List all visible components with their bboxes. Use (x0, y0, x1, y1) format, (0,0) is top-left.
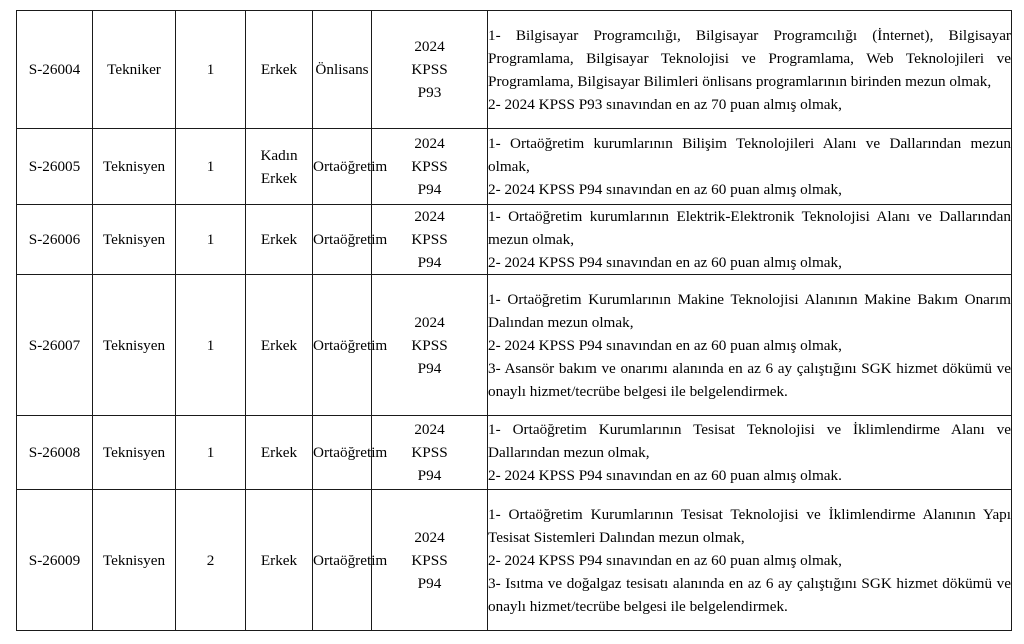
cell-score-type (372, 205, 488, 275)
score-line: P94 (417, 574, 442, 592)
cell-position-code: S-26009 (17, 490, 93, 631)
gender-line: Erkek (260, 444, 298, 461)
table-row (17, 129, 1012, 205)
cell-education-level: Ortaöğretim (313, 490, 372, 631)
score-line: P93 (417, 84, 442, 101)
requirement-line: 2- 2024 KPSS P94 sınavından en az 60 puan almış olmak, (488, 181, 842, 198)
score-line: KPSS (411, 336, 448, 354)
requirement-line: 1- Ortaöğretim Kurumlarının Tesisat Teknolojisi ve İklimlendirme Alanının Yapı Tesisat Sistemleri Dalından mezun olmak, (488, 505, 1011, 546)
cell-position-count: 1 (176, 205, 246, 275)
requirement-line: 1- Ortaöğretim Kurumlarının Makine Teknolojisi Alanının Makine Bakım Onarım Dalından mezun olmak, (488, 290, 1011, 331)
requirement-line: 3- Isıtma ve doğalgaz tesisatı alanında en az 6 ay çalıştığını SGK hizmet dökümü ve onaylı hizmet/tecrübe belgesi ile belgelendirmek. (488, 574, 1011, 615)
requirement-line: 1- Bilgisayar Programcılığı, Bilgisayar Programcılığı (İnternet), Bilgisayar Programlama, Bilgisayar Teknolojisi ve Programlama, Web Teknolojileri ve Programlama, Bilgisayar Bilimleri önlisans programlarının birinden mezun olmak, (488, 26, 1011, 90)
cell-position-code: S-26006 (17, 205, 93, 275)
cell-score-type (372, 129, 488, 205)
cell-gender-requirement (246, 11, 313, 129)
gender-line: Erkek (260, 61, 298, 78)
cell-position-title: Teknisyen (93, 205, 176, 275)
cell-education-level: Ortaöğretim (313, 275, 372, 416)
table-row (17, 490, 1012, 631)
requirement-line: 2- 2024 KPSS P94 sınavından en az 60 puan almış olmak, (488, 336, 842, 354)
cell-score-type (372, 416, 488, 490)
cell-special-requirements (488, 490, 1012, 631)
cell-position-code: S-26008 (17, 416, 93, 490)
cell-position-title: Teknisyen (93, 129, 176, 205)
cell-position-count: 1 (176, 416, 246, 490)
cell-gender-requirement (246, 275, 313, 416)
gender-line: Erkek (260, 551, 298, 569)
cell-education-level: Önlisans (313, 11, 372, 129)
cell-position-code: S-26004 (17, 11, 93, 129)
cell-position-count: 1 (176, 129, 246, 205)
requirement-line: 3- Asansör bakım ve onarımı alanında en az 6 ay çalıştığını SGK hizmet dökümü ve onaylı hizmet/tecrübe belgesi ile belgelendirmek. (488, 359, 1011, 400)
score-line: 2024 (414, 313, 445, 331)
cell-special-requirements (488, 275, 1012, 416)
score-line: 2024 (414, 421, 445, 438)
cell-position-code: S-26005 (17, 129, 93, 205)
score-line: P94 (417, 181, 442, 198)
score-line: KPSS (411, 551, 448, 569)
cell-education-level: Ortaöğretim (313, 205, 372, 275)
cell-position-title: Teknisyen (93, 275, 176, 416)
cell-position-count: 2 (176, 490, 246, 631)
cell-gender-requirement (246, 416, 313, 490)
table-row (17, 416, 1012, 490)
cell-score-type (372, 490, 488, 631)
score-line: 2024 (414, 528, 445, 546)
table-row (17, 205, 1012, 275)
score-line: KPSS (411, 444, 448, 461)
requirement-line: 2- 2024 KPSS P94 sınavından en az 60 puan almış olmak, (488, 551, 842, 569)
requirement-line: 2- 2024 KPSS P94 sınavından en az 60 puan almış olmak. (488, 467, 842, 484)
vacancy-table (16, 10, 1012, 631)
cell-special-requirements (488, 129, 1012, 205)
score-line: P94 (417, 467, 442, 484)
score-line: KPSS (411, 231, 448, 248)
cell-score-type (372, 11, 488, 129)
table-row (17, 11, 1012, 129)
cell-gender-requirement (246, 205, 313, 275)
score-line: P94 (417, 254, 442, 271)
cell-score-type (372, 275, 488, 416)
cell-position-title: Teknisyen (93, 490, 176, 631)
cell-position-count: 1 (176, 11, 246, 129)
gender-line: Erkek (260, 169, 298, 187)
score-line: P94 (417, 359, 442, 377)
cell-position-count: 1 (176, 275, 246, 416)
requirement-line: 2- 2024 KPSS P94 sınavından en az 60 puan almış olmak, (488, 254, 842, 271)
score-line: KPSS (411, 61, 448, 78)
score-line: 2024 (414, 135, 445, 152)
cell-position-title: Teknisyen (93, 416, 176, 490)
cell-position-code: S-26007 (17, 275, 93, 416)
cell-special-requirements (488, 416, 1012, 490)
requirement-line: 1- Ortaöğretim kurumlarının Elektrik-Elektronik Teknolojisi Alanı ve Dallarından mezun olmak, (488, 208, 1011, 248)
cell-gender-requirement (246, 129, 313, 205)
requirement-line: 1- Ortaöğretim Kurumlarının Tesisat Teknolojisi ve İklimlendirme Alanı ve Dallarından mezun olmak, (488, 421, 1011, 461)
cell-education-level: Ortaöğretim (313, 129, 372, 205)
score-line: 2024 (414, 208, 445, 225)
gender-line: Erkek (260, 231, 298, 248)
cell-position-title: Tekniker (93, 11, 176, 129)
requirement-line: 1- Ortaöğretim kurumlarının Bilişim Teknolojileri Alanı ve Dallarından mezun olmak, (488, 135, 1011, 175)
cell-special-requirements (488, 205, 1012, 275)
table-row (17, 275, 1012, 416)
score-line: KPSS (411, 158, 448, 175)
score-line: 2024 (414, 38, 445, 55)
gender-line: Erkek (260, 336, 298, 354)
requirement-line: 2- 2024 KPSS P93 sınavından en az 70 puan almış olmak, (488, 95, 842, 113)
cell-gender-requirement (246, 490, 313, 631)
table-body (17, 11, 1012, 631)
gender-line: Kadın (260, 146, 298, 164)
cell-education-level: Ortaöğretim (313, 416, 372, 490)
cell-special-requirements (488, 11, 1012, 129)
